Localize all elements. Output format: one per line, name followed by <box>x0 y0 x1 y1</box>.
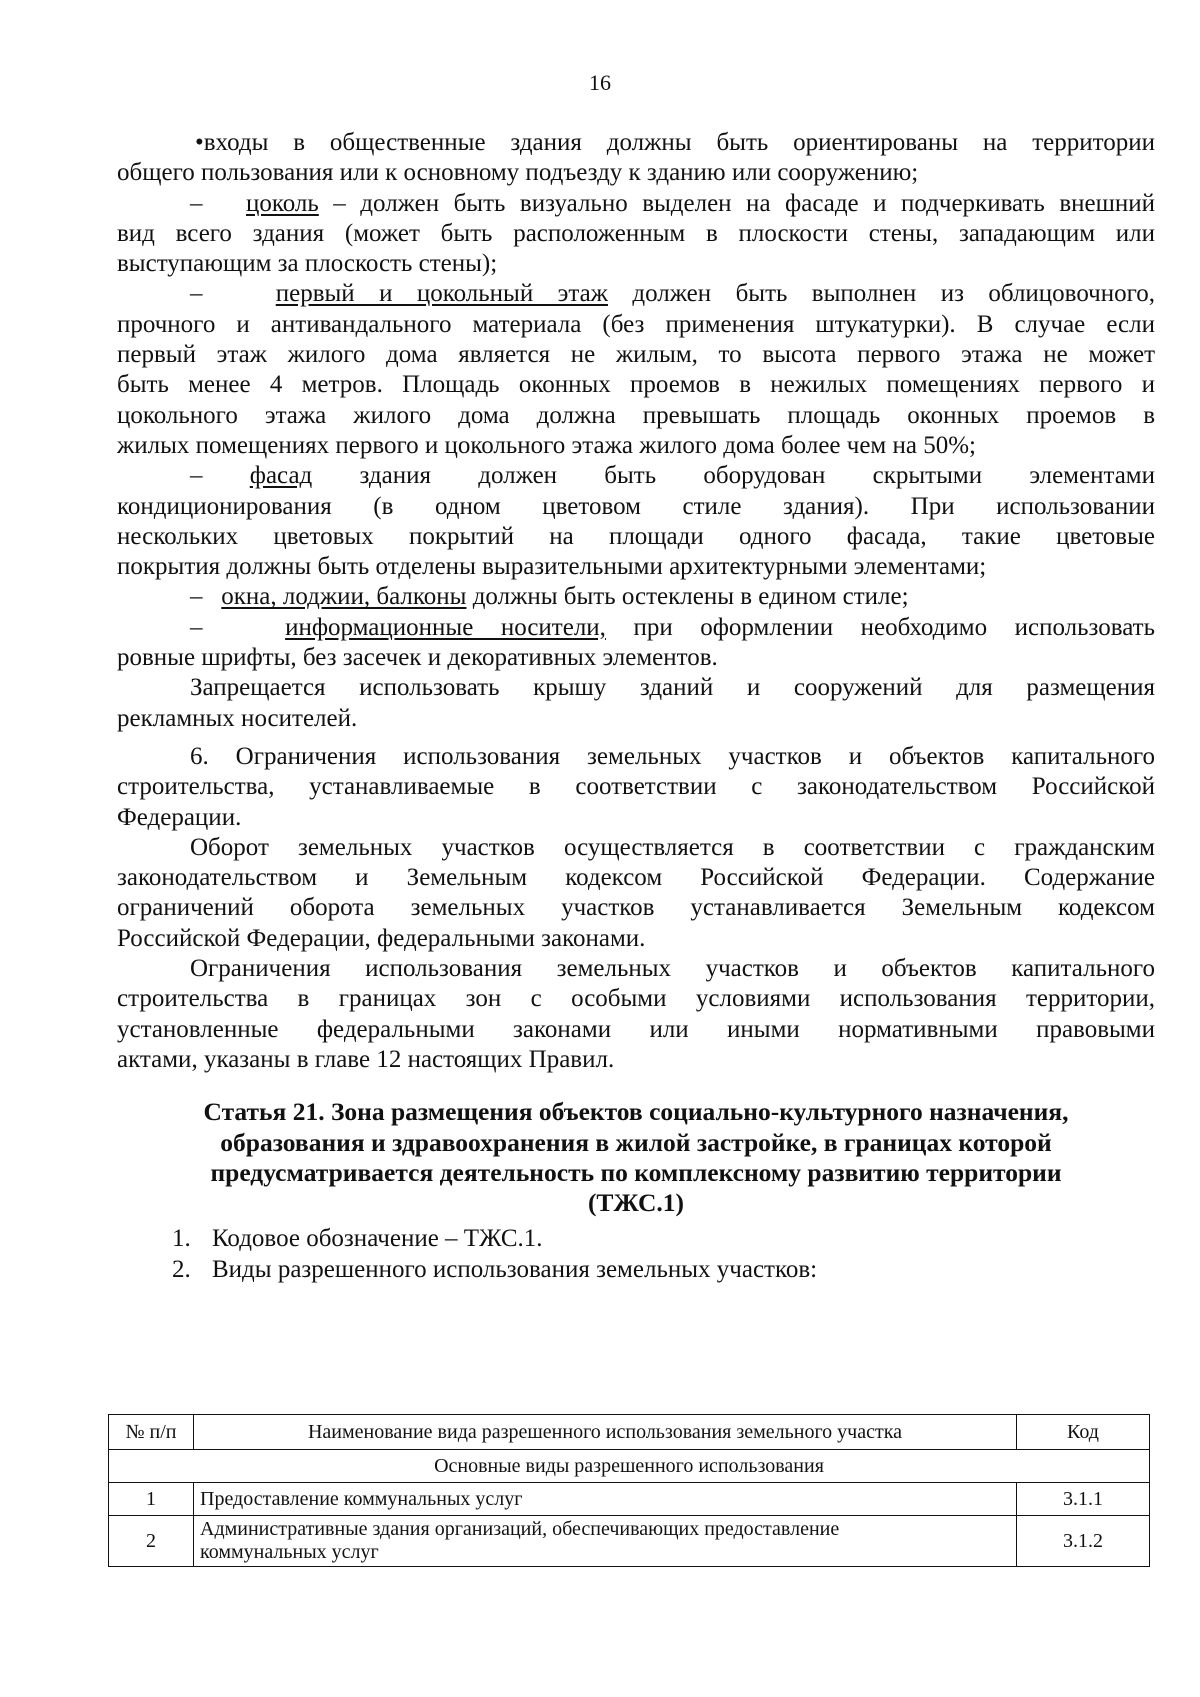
underlined-term: первый и цокольный этаж <box>275 280 608 308</box>
text-line <box>117 924 1155 954</box>
text-line <box>117 613 1155 643</box>
text-line <box>117 219 1155 249</box>
section-title: Основные виды разрешенного использования <box>109 1450 1150 1483</box>
row-name <box>194 1516 1017 1567</box>
text-line <box>117 582 1155 612</box>
article-heading-line: (ТЖС.1) <box>587 1188 685 1218</box>
line-text: выступающим за плоскость стены); <box>117 250 498 278</box>
list-text: Виды разрешенного использования земельных участков: <box>212 1255 818 1283</box>
list-item <box>117 1224 1155 1254</box>
text-line <box>117 249 1155 279</box>
underlined-term: цоколь <box>246 189 319 217</box>
dash-marker: – <box>190 189 246 217</box>
text-line <box>117 954 1155 984</box>
table-header-row <box>109 1415 1150 1450</box>
line-text: Российской Федерации, федеральными законами. <box>117 924 646 952</box>
header-code: Код <box>1017 1415 1150 1450</box>
line-text: ограничений оборота земельных участков устанавливается Земельным кодексом <box>117 894 1155 922</box>
line-text: актами, указаны в главе 12 настоящих Правил. <box>117 1045 615 1073</box>
text-line <box>117 158 1155 188</box>
line-text: общего пользования или к основному подъезду к зданию или сооружению; <box>117 159 919 187</box>
dash-marker: – <box>190 583 222 611</box>
text-line <box>117 893 1155 923</box>
text-line <box>117 370 1155 400</box>
row-code: 3.1.1 <box>1017 1483 1150 1516</box>
line-text: должен быть выполнен из облицовочного, <box>607 280 1156 308</box>
dash-marker: – <box>190 280 276 308</box>
text-line <box>117 279 1155 309</box>
text-line <box>117 742 1155 772</box>
underlined-term: окна, лоджии, балконы <box>221 583 467 611</box>
article-heading-line: Статья 21. Зона размещения объектов социально-культурного назначения, <box>203 1097 1069 1127</box>
article-heading-line: образования и здравоохранения в жилой застройке, в границах которой <box>220 1127 1052 1157</box>
text-line <box>117 310 1155 340</box>
text-line <box>117 803 1155 833</box>
underlined-term: информационные носители, <box>285 613 606 641</box>
line-text: ровные шрифты, без засечек и декоративных элементов. <box>117 644 718 672</box>
text-line <box>117 522 1155 552</box>
line-text: – должен быть визуально выделен на фасаде и подчеркивать внешний <box>318 189 1155 217</box>
line-text: кондиционирования (в одном цветовом стиле здания). При использовании <box>117 492 1155 520</box>
line-text: вид всего здания (может быть расположенным в плоскости стены, западающим или <box>117 219 1155 247</box>
row-number: 1 <box>109 1483 194 1516</box>
header-number: № п/п <box>109 1415 194 1450</box>
text-line <box>117 340 1155 370</box>
line-text: Оборот земельных участков осуществляется в соответствии с гражданским <box>190 833 1155 861</box>
page-number: 16 <box>589 70 611 95</box>
article-heading-line: предусматривается деятельность по комплексному развитию территории <box>210 1157 1062 1187</box>
text-line <box>117 772 1155 802</box>
line-text: прочного и антивандального материала (без применения штукатурки). В случае если <box>117 310 1155 338</box>
underlined-term: фасад <box>249 462 313 490</box>
line-text: первый этаж жилого дома является не жилым, то высота первого этажа не может <box>117 341 1155 369</box>
dash-marker: – <box>190 462 250 490</box>
list-number: 1. <box>172 1225 191 1253</box>
line-text: должны быть остеклены в едином стиле; <box>466 583 909 611</box>
text-line <box>117 643 1155 673</box>
line-text: Федерации. <box>117 803 242 831</box>
line-text: здания должен быть оборудован скрытыми элементами <box>312 462 1155 490</box>
text-line <box>117 401 1155 431</box>
document-body <box>117 128 1155 1285</box>
line-text: покрытия должны быть отделены выразительными архитектурными элементами; <box>117 553 987 581</box>
list-item <box>117 1255 1155 1285</box>
line-text: строительства, устанавливаемые в соответствии с законодательством Российской <box>117 773 1155 801</box>
line-text: Ограничения использования земельных участков и объектов капитального <box>190 955 1155 983</box>
text-line <box>117 189 1155 219</box>
row-name: Предоставление коммунальных услуг <box>194 1483 1017 1516</box>
row-code: 3.1.2 <box>1017 1516 1150 1567</box>
article-heading <box>97 1097 1175 1218</box>
list-text: Кодовое обозначение – ТЖС.1. <box>212 1225 543 1253</box>
line-text: законодательством и Земельным кодексом Российской Федерации. Содержание <box>117 864 1155 892</box>
text-line <box>117 431 1155 461</box>
text-line <box>117 552 1155 582</box>
text-line <box>117 704 1155 734</box>
text-line <box>117 833 1155 863</box>
line-text: при оформлении необходимо использовать <box>605 613 1156 641</box>
list-number: 2. <box>172 1255 191 1283</box>
text-line <box>117 492 1155 522</box>
row-name-line: коммунальных услуг <box>200 1541 379 1563</box>
line-text: нескольких цветовых покрытий на площади одного фасада, такие цветовые <box>117 522 1155 550</box>
line-text: жилых помещениях первого и цокольного этажа жилого дома более чем на 50%; <box>117 431 976 459</box>
text-line <box>117 1015 1155 1045</box>
line-text: рекламных носителей. <box>117 704 358 732</box>
header-name: Наименование вида разрешенного использования земельного участка <box>194 1415 1017 1450</box>
text-line <box>117 863 1155 893</box>
text-line <box>117 673 1155 703</box>
text-line <box>117 128 1155 158</box>
line-text: строительства в границах зон с особыми условиями использования территории, <box>117 985 1155 1013</box>
row-name-line: Административные здания организаций, обеспечивающих предоставление <box>200 1518 840 1540</box>
permitted-use-table <box>108 1414 1150 1567</box>
text-line <box>117 984 1155 1014</box>
line-text: быть менее 4 метров. Площадь оконных проемов в нежилых помещениях первого и <box>117 371 1155 399</box>
line-text: •входы в общественные здания должны быть ориентированы на территории <box>195 129 1155 156</box>
row-number: 2 <box>109 1516 194 1567</box>
line-text: цокольного этажа жилого дома должна превышать площадь оконных проемов в <box>117 401 1155 429</box>
table-row <box>109 1516 1150 1567</box>
table-row <box>109 1483 1150 1516</box>
text-line <box>117 461 1155 491</box>
line-text: установленные федеральными законами или иными нормативными правовыми <box>117 1015 1155 1043</box>
dash-marker: – <box>190 613 286 641</box>
line-text: 6. Ограничения использования земельных участков и объектов капитального <box>190 742 1155 770</box>
text-line <box>117 1045 1155 1075</box>
line-text: Запрещается использовать крышу зданий и сооружений для размещения <box>190 674 1155 702</box>
table-section-row <box>109 1450 1150 1483</box>
